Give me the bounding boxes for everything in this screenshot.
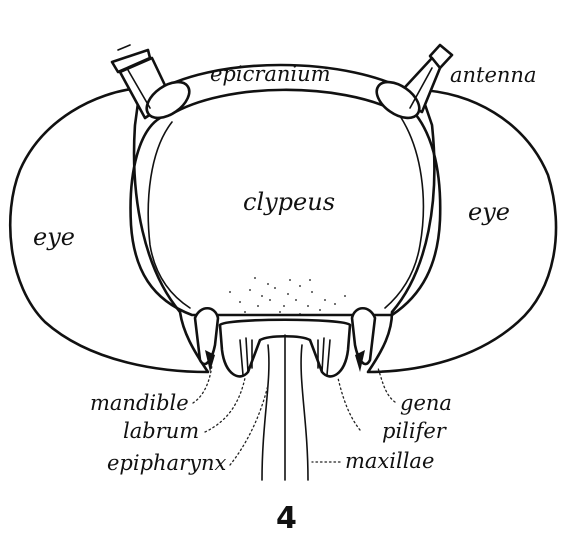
label-gena: gena: [400, 391, 452, 415]
label-antenna: antenna: [450, 63, 537, 87]
left-antenna: [112, 45, 196, 125]
label-eye-left: eye: [33, 223, 75, 251]
label-maxillae: maxillae: [345, 449, 435, 473]
clypeus-inner-left: [148, 122, 190, 308]
label-pilifer: pilifer: [382, 419, 446, 443]
leader-labrum: [205, 378, 245, 432]
clypeus-inner-right: [385, 116, 423, 308]
figure-number: 4: [276, 501, 297, 536]
clypeus-stippling: [229, 277, 346, 315]
label-clypeus: clypeus: [243, 188, 336, 216]
right-eye-outline: [368, 90, 556, 372]
label-labrum: labrum: [123, 419, 200, 443]
label-epipharynx: epipharynx: [107, 451, 227, 475]
leader-gena: [378, 368, 395, 402]
leader-pilifer: [338, 378, 360, 430]
label-epicranium: epicranium: [210, 62, 331, 86]
right-antenna: [370, 45, 452, 125]
label-mandible: mandible: [90, 391, 189, 415]
label-eye-right: eye: [468, 198, 510, 226]
maxillae-right-line: [301, 345, 308, 480]
maxillae-left-line: [262, 345, 269, 480]
